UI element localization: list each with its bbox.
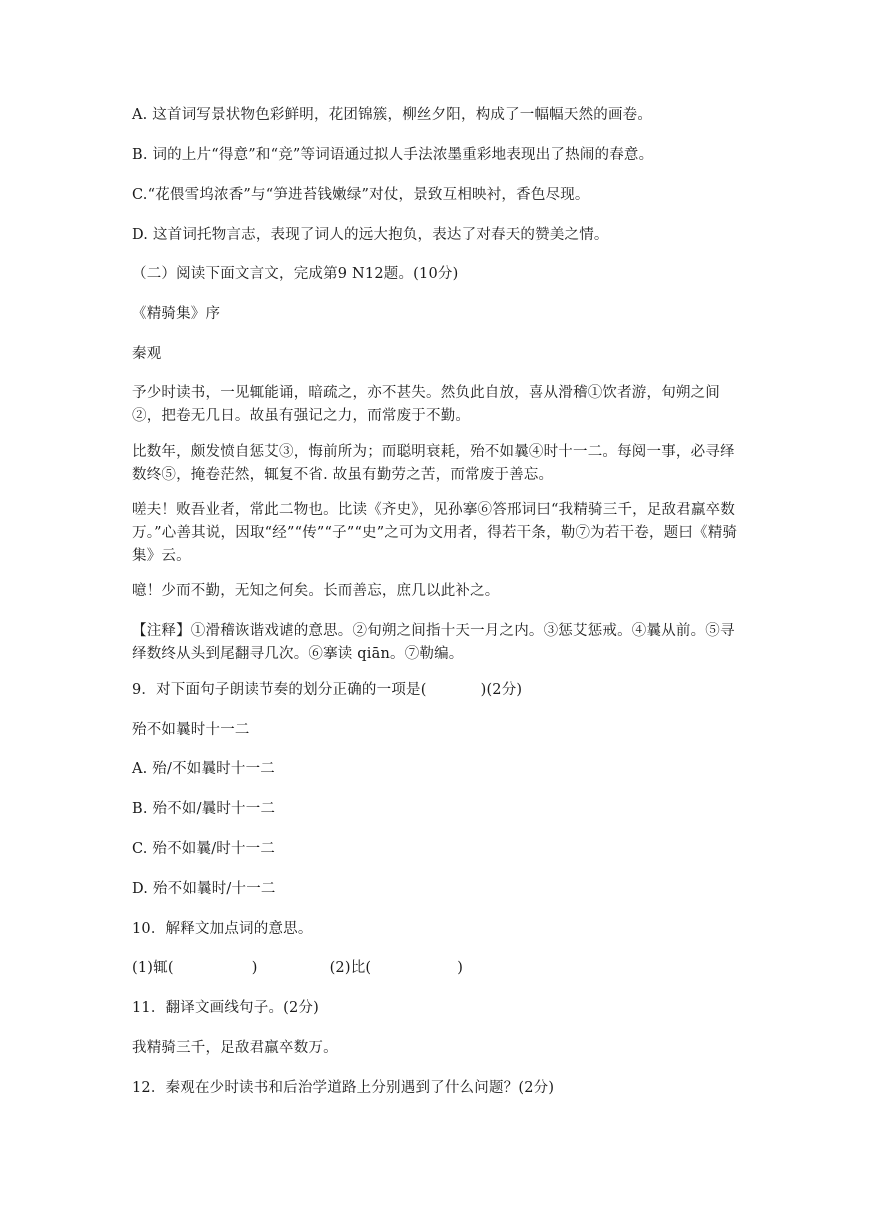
question-9-option-a: A. 殆/不如曩时十一二 (132, 761, 275, 777)
question-10-item-1-close: ) (251, 960, 258, 976)
essay-paragraph-1: 予少时读书，一见辄能诵，暗疏之，亦不甚失。然负此自放，喜从滑稽①饮者游，旬朔之间②，把卷无几日。故虽有强记之力，而常废于不勤。 (132, 385, 720, 424)
option-d-poem: D. 这首词托物言志，表现了词人的远大抱负，表达了对春天的赞美之情。 (132, 227, 609, 243)
question-10-item-2-close: ) (457, 960, 464, 976)
essay-author: 秦观 (132, 346, 162, 362)
question-10-item-2-label: (2)比( (329, 960, 372, 976)
question-9-prompt-end: )(2分) (480, 682, 523, 698)
option-c-poem: C.“花偎雪坞浓香”与“笋进苔钱嫩绿”对仗，景致互相映衬，香色尽现。 (132, 187, 590, 203)
essay-paragraph-4: 噫！少而不勤，无知之何矣。长而善忘，庶几以此补之。 (132, 583, 500, 599)
section-heading: （二）阅读下面文言文，完成第9 N12题。(10分) (132, 266, 459, 282)
question-11-prompt: 11．翻译文画线句子。(2分) (132, 1000, 319, 1016)
question-12-prompt: 12．秦观在少时读书和后治学道路上分别遇到了什么问题？(2分) (132, 1080, 555, 1096)
option-a-poem: A. 这首词写景状物色彩鲜明，花团锦簇，柳丝夕阳，构成了一幅幅天然的画卷。 (132, 107, 653, 123)
question-9-option-b: B. 殆不如/曩时十一二 (132, 801, 276, 817)
option-b-poem: B. 词的上片“得意”和“竞”等词语通过拟人手法浓墨重彩地表现出了热闹的春意。 (132, 147, 654, 163)
question-10-items (132, 958, 742, 978)
question-11-sentence: 我精骑三千，足敌君羸卒数万。 (132, 1040, 338, 1056)
question-9-option-c: C. 殆不如曩/时十一二 (132, 841, 276, 857)
essay-title: 《精骑集》序 (132, 306, 221, 322)
question-9-option-d: D. 殆不如曩时/十一二 (132, 881, 276, 897)
essay-paragraph-2: 比数年，颇发愤自惩艾③，悔前所为；而聪明衰耗，殆不如曩④时十一二。每阅一事，必寻绎数终⑤，掩卷茫然，辄复不省. 故虽有勤劳之苦，而常废于善忘。 (132, 444, 735, 483)
question-10-item-1-label: (1)辄( (132, 960, 174, 976)
question-9-prompt (132, 680, 742, 700)
question-9-prompt-start: 9．对下面句子朗读节奏的划分正确的一项是( (132, 682, 427, 698)
essay-paragraph-3: 嗟夫！败吾业者，常此二物也。比读《齐史》，见孙搴⑥答邢词曰“我精骑三千，足敌君羸卒数万。”心善其说，因取“经”“传”“子”“史”之可为文用者，得若干条，勒⑦为若干卷，题曰《精骑集》云。 (132, 502, 738, 564)
question-10-prompt: 10．解释文加点词的意思。 (132, 921, 313, 937)
annotation-notes: 【注释】①滑稽诙谐戏谑的意思。②旬朔之间指十天一月之内。③惩艾惩戒。④曩从前。⑤寻绎数终从头到尾翻寻几次。⑥搴读 qiān。⑦勒编。 (132, 623, 735, 662)
question-9-sentence: 殆不如曩时十一二 (132, 722, 250, 738)
